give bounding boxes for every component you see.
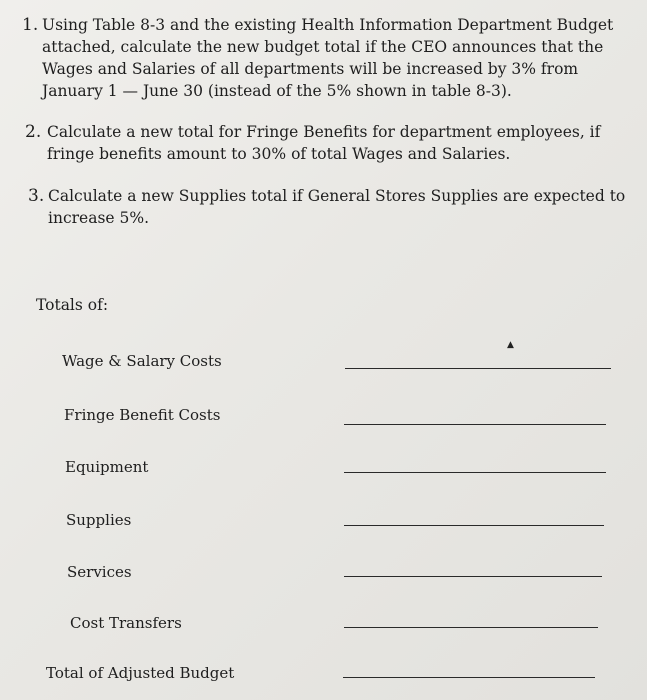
totals-heading: Totals of:	[36, 296, 109, 314]
answer-line-fringe-benefit[interactable]	[344, 424, 606, 425]
question-1	[22, 14, 634, 102]
row-label-services: Services	[67, 563, 132, 581]
question-2-number: 2.	[25, 122, 42, 142]
question-2-text: Calculate a new total for Fringe Benefits for department employees, if fringe benefits amount to 30% of total Wages and Salaries.	[47, 123, 601, 163]
row-label-total-adjusted-budget: Total of Adjusted Budget	[46, 664, 235, 682]
answer-line-cost-transfers[interactable]	[344, 627, 598, 628]
question-1-text: Using Table 8-3 and the existing Health Information Department Budget attached, calculate the new budget total if the CEO announces that the Wages and Salaries of all departments will be increased by 3% from January 1 — June 30 (instead of the 5% shown in table 8-3).	[42, 16, 614, 100]
row-label-equipment: Equipment	[65, 458, 149, 476]
pen-mark-icon: ▲	[507, 340, 514, 350]
question-3-number: 3.	[28, 186, 45, 206]
question-3	[28, 185, 626, 229]
answer-line-total-adjusted-budget[interactable]	[343, 677, 595, 678]
row-label-cost-transfers: Cost Transfers	[70, 614, 182, 632]
question-3-text: Calculate a new Supplies total if General Stores Supplies are expected to increase 5%.	[48, 187, 626, 227]
row-label-supplies: Supplies	[66, 511, 132, 529]
answer-line-supplies[interactable]	[344, 525, 604, 526]
row-label-fringe-benefit: Fringe Benefit Costs	[64, 406, 221, 424]
question-2	[25, 121, 630, 165]
answer-line-wage-salary[interactable]	[345, 368, 611, 369]
row-label-wage-salary: Wage & Salary Costs	[62, 352, 222, 370]
question-1-number: 1.	[22, 15, 39, 35]
answer-line-equipment[interactable]	[344, 472, 606, 473]
answer-line-services[interactable]	[344, 576, 602, 577]
